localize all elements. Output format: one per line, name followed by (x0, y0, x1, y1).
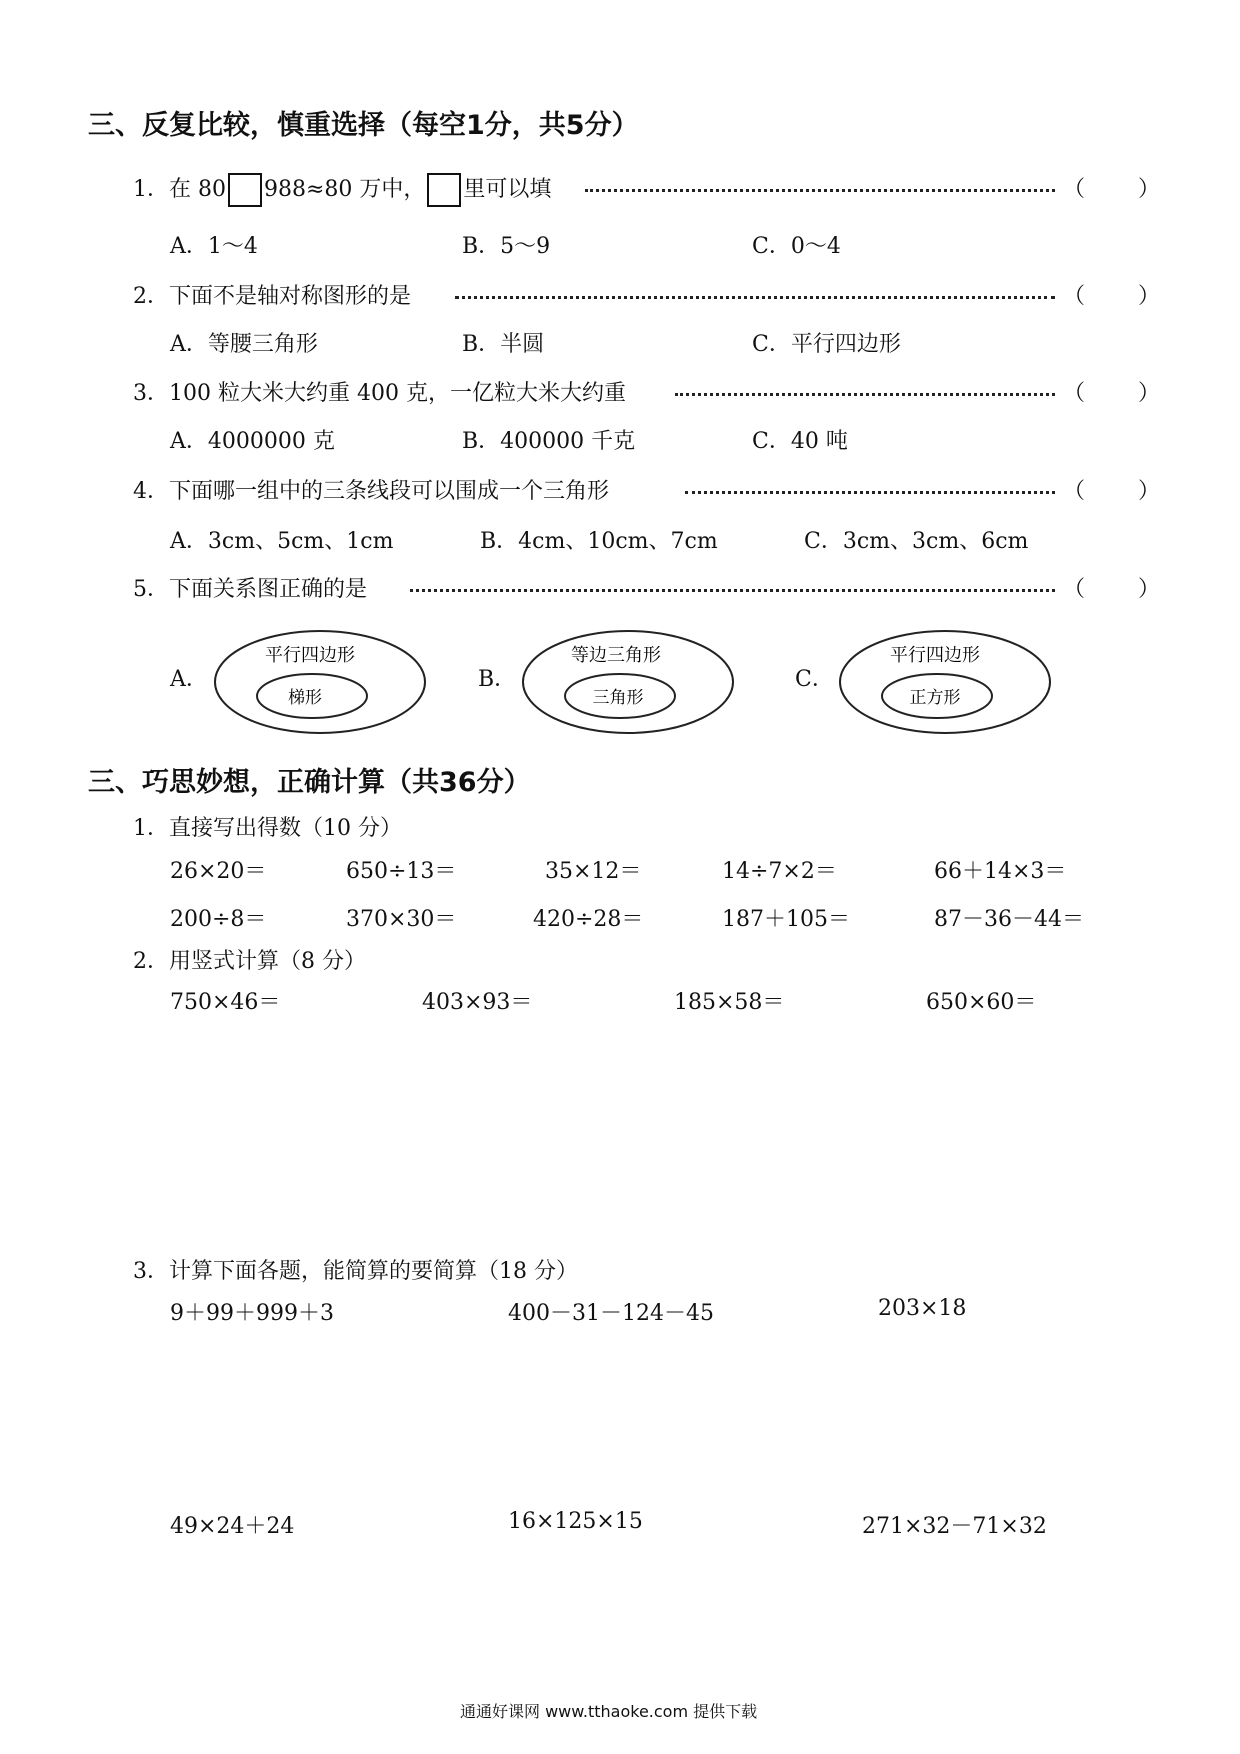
expression: 26×20＝ (170, 859, 267, 884)
expression: 87－36－44＝ (934, 907, 1084, 932)
expression: 185×58＝ (674, 990, 785, 1015)
leader-dots (585, 189, 1055, 192)
option-b-label[interactable]: B． (478, 667, 517, 692)
expression: 9＋99＋999＋3 (170, 1301, 334, 1326)
option-a[interactable]: A．4000000 克 (170, 429, 335, 454)
option-c-label[interactable]: C． (795, 667, 834, 692)
question-4: 4．下面哪一组中的三条线段可以围成一个三角形 (133, 479, 609, 504)
expression: 187＋105＝ (722, 907, 850, 932)
venn-diagram-b[interactable] (518, 627, 738, 737)
answer-paren-open: （ (1063, 284, 1086, 309)
answer-box-1[interactable] (228, 173, 262, 207)
footer-credit: 通通好课网 www.tthaoke.com 提供下载 (460, 1702, 758, 1721)
answer-paren-close: ） (1138, 577, 1161, 602)
expression: 420÷28＝ (533, 907, 644, 932)
leader-dots (455, 296, 1055, 299)
expression: 203×18 (878, 1296, 967, 1321)
question-1 (133, 172, 551, 207)
venn-inner-label: 梯形 (288, 688, 322, 708)
answer-paren-open: （ (1063, 577, 1086, 602)
venn-outer-label: 平行四边形 (265, 645, 355, 666)
question-1-number: 1． (133, 177, 169, 202)
expression: 16×125×15 (508, 1509, 643, 1534)
venn-outer-label: 等边三角形 (571, 645, 661, 666)
expression: 35×12＝ (545, 859, 642, 884)
answer-paren-open: （ (1063, 177, 1086, 202)
option-c[interactable]: C．3cm、3cm、6cm (804, 529, 1029, 554)
option-a[interactable]: A．等腰三角形 (170, 332, 318, 357)
option-b[interactable]: B．4cm、10cm、7cm (480, 529, 718, 554)
expression: 271×32－71×32 (862, 1514, 1047, 1539)
option-b[interactable]: B．400000 千克 (462, 429, 636, 454)
calc-2-title: 2．用竖式计算（8 分） (133, 949, 366, 974)
leader-dots (685, 491, 1055, 494)
question-1-text-c: 里可以填 (463, 177, 552, 202)
answer-paren-close: ） (1138, 177, 1161, 202)
section-title-calculation: 三、巧思妙想，正确计算（共36分） (88, 767, 531, 798)
answer-paren-open: （ (1063, 381, 1086, 406)
option-b[interactable]: B．5～9 (462, 234, 551, 259)
calc-3-title: 3．计算下面各题，能简算的要简算（18 分） (133, 1259, 578, 1284)
question-1-text-b: 988≈80 万中， (264, 177, 426, 202)
expression: 650÷13＝ (346, 859, 457, 884)
expression: 200÷8＝ (170, 907, 267, 932)
expression: 66＋14×3＝ (934, 859, 1067, 884)
option-a-label[interactable]: A． (170, 667, 208, 692)
leader-dots (675, 393, 1055, 396)
option-b[interactable]: B．半圆 (462, 332, 545, 357)
answer-paren-close: ） (1138, 284, 1161, 309)
option-a[interactable]: A．3cm、5cm、1cm (170, 529, 394, 554)
leader-dots (410, 589, 1055, 592)
option-c[interactable]: C．平行四边形 (752, 332, 901, 357)
venn-inner-label: 三角形 (592, 688, 644, 708)
expression: 14÷7×2＝ (722, 859, 837, 884)
section-title-choice: 三、反复比较，慎重选择（每空1分，共5分） (88, 110, 639, 141)
question-5: 5．下面关系图正确的是 (133, 577, 367, 602)
venn-diagram-c[interactable] (835, 627, 1055, 737)
venn-inner-label: 正方形 (909, 688, 961, 708)
question-3: 3．100 粒大米大约重 400 克，一亿粒大米大约重 (133, 381, 626, 406)
expression: 403×93＝ (422, 990, 533, 1015)
expression: 650×60＝ (926, 990, 1037, 1015)
venn-diagram-a[interactable] (210, 627, 430, 737)
answer-paren-open: （ (1063, 479, 1086, 504)
option-c[interactable]: C．40 吨 (752, 429, 848, 454)
answer-paren-close: ） (1138, 479, 1161, 504)
question-2: 2．下面不是轴对称图形的是 (133, 284, 411, 309)
expression: 400－31－124－45 (508, 1301, 714, 1326)
venn-outer-label: 平行四边形 (890, 645, 980, 666)
expression: 750×46＝ (170, 990, 281, 1015)
answer-box-2[interactable] (427, 173, 461, 207)
question-1-text-a: 在 80 (169, 177, 226, 202)
option-c[interactable]: C．0～4 (752, 234, 841, 259)
calc-1-title: 1．直接写出得数（10 分） (133, 816, 402, 841)
expression: 370×30＝ (346, 907, 457, 932)
answer-paren-close: ） (1138, 381, 1161, 406)
expression: 49×24＋24 (170, 1514, 295, 1539)
option-a[interactable]: A．1～4 (170, 234, 258, 259)
